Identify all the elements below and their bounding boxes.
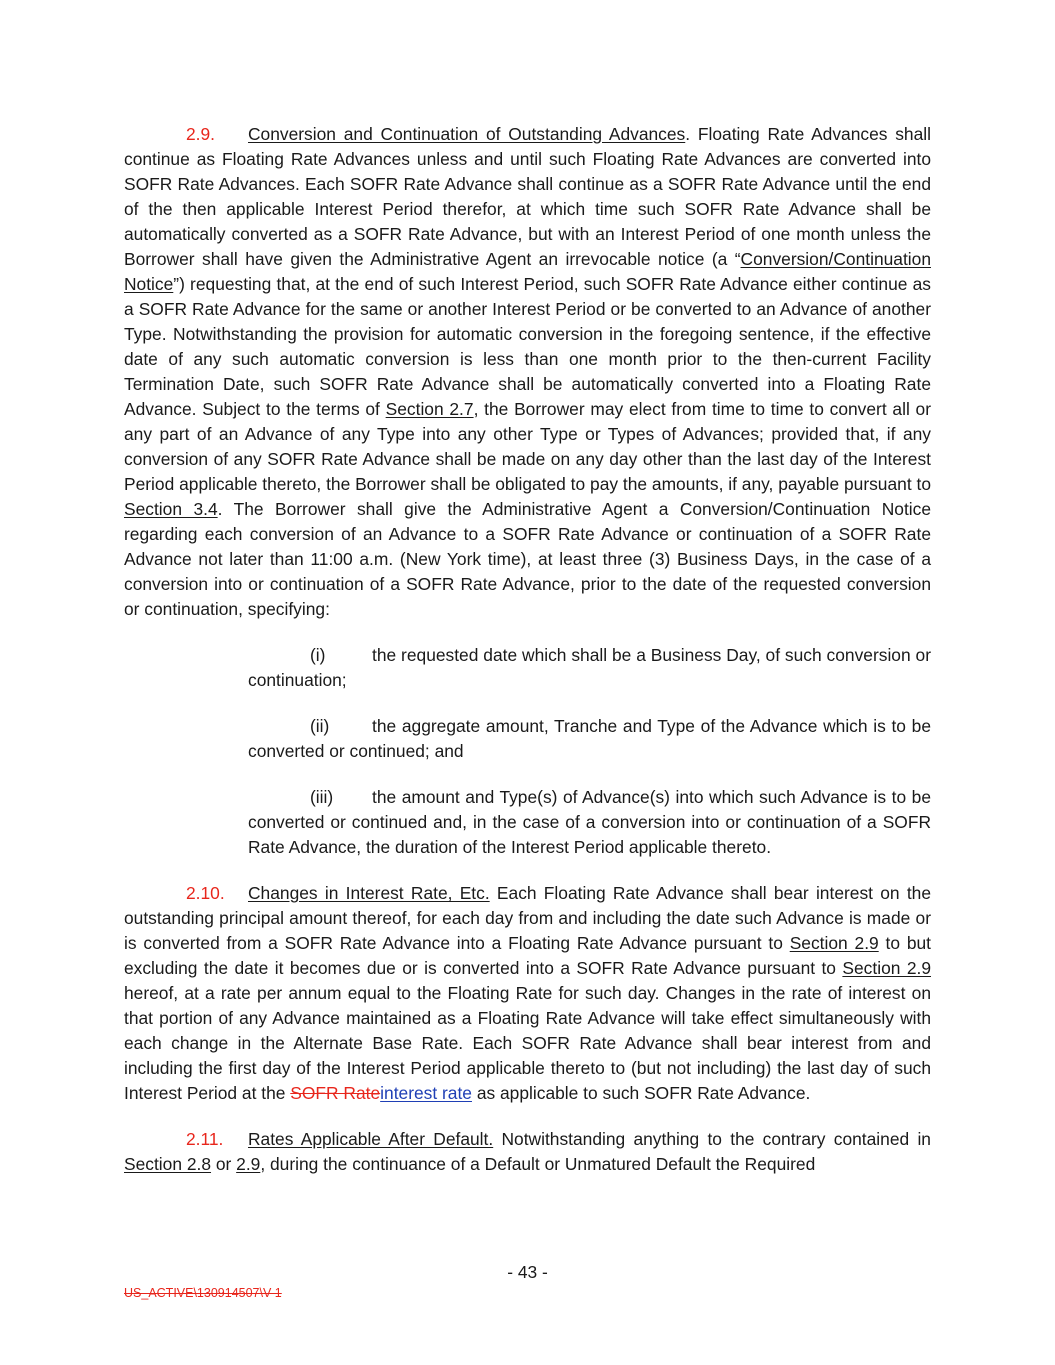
section-text: , during the continuance of a Default or Unmatured Default the Required xyxy=(260,1154,816,1174)
section-2-10 xyxy=(124,881,931,1106)
section-text: hereof, at a rate per annum equal to the Floating Rate for such day. Changes in the rate of interest on that portion of any Advance maintained as a Floating Rate Advance will take effect simultaneously with each change in the Alternate Base Rate. Each SOFR Rate Advance shall bear interest from and including the first day of the Interest Period applicable thereto to (but not including) the last day of such Interest Period at the xyxy=(124,983,931,1103)
section-2-11 xyxy=(124,1127,931,1177)
deleted-text: SOFR Rate xyxy=(290,1083,381,1103)
list-item-number: (i) xyxy=(310,645,326,665)
list-item-text: the amount and Type(s) of Advance(s) into which such Advance is to be converted or continued and, in the case of a conversion into or continuation of a SOFR Rate Advance, the duration of the Interest Period applicable thereto. xyxy=(248,787,931,857)
section-title: Rates Applicable After Default. xyxy=(248,1129,494,1149)
section-text: . Floating Rate Advances shall continue as Floating Rate Advances unless and until such Floating Rate Advances are converted into SOFR Rate Advances. Each SOFR Rate Advance shall continue as a SOFR Rate Advance until the end of the then applicable Interest Period therefor, at which time such SOFR Rate Advance shall be automatically converted as a SOFR Rate Advance, but with an Interest Period of one month unless the Borrower shall have given the Administrative Agent an irrevocable notice (a “ xyxy=(124,124,931,269)
cross-reference: Section 2.7 xyxy=(385,399,474,419)
section-number: 2.10. xyxy=(186,883,225,903)
section-text: Each Floating Rate Advance shall bear interest on the outstanding principal amount thereof, for each day from and including the date such Advance is made or is converted from a SOFR Rate Advance into a Floating Rate Advance pursuant to xyxy=(124,883,931,953)
page-number: - 43 - xyxy=(507,1262,548,1282)
cross-reference: Section 3.4 xyxy=(124,499,218,519)
list-item-text: the requested date which shall be a Business Day, of such conversion or continuation; xyxy=(248,645,931,690)
section-text: as applicable to such SOFR Rate Advance. xyxy=(471,1083,811,1103)
inserted-text: interest rate xyxy=(380,1083,472,1103)
list-item-text: the aggregate amount, Tranche and Type of the Advance which is to be converted or continued; and xyxy=(248,716,931,761)
section-text: , the Borrower may elect from time to time to convert all or any part of an Advance of any Type into any other Type or Types of Advances; provided that, if any conversion of any SOFR Rate Advance shall be made on any day other than the last day of the Interest Period applicable thereto, the Borrower shall be obligated to pay the amounts, if any, payable pursuant to xyxy=(124,399,932,494)
cross-reference: 2.9 xyxy=(236,1154,261,1174)
list-item-number: (ii) xyxy=(310,716,330,736)
section-text: to but excluding the date it becomes due or is converted into a SOFR Rate Advance pursuant to xyxy=(124,933,932,978)
cross-reference: Section 2.8 xyxy=(124,1154,212,1174)
list-item xyxy=(248,714,931,764)
cross-reference: Section 2.9 xyxy=(842,958,931,978)
section-text: Notwithstanding anything to the contrary contained in xyxy=(493,1129,931,1149)
list-item xyxy=(248,643,931,693)
section-text: . The Borrower shall give the Administrative Agent a Conversion/Continuation Notice regarding each conversion of an Advance to a SOFR Rate Advance or continuation of a SOFR Rate Advance not later than 11:00 a.m. (New York time), at least three (3) Business Days, in the case of a conversion into or continuation of a SOFR Rate Advance, prior to the date of the requested conversion or continuation, specifying: xyxy=(124,499,932,619)
document-id: US_ACTIVE\130914507\V-1 xyxy=(124,1286,282,1300)
section-text: or xyxy=(211,1154,237,1174)
section-title: Changes in Interest Rate, Etc. xyxy=(248,883,490,903)
section-title: Conversion and Continuation of Outstanding Advances xyxy=(248,124,686,144)
document-page xyxy=(124,122,931,1177)
cross-reference: Section 2.9 xyxy=(789,933,879,953)
section-text: ”) requesting that, at the end of such Interest Period, such SOFR Rate Advance either continue as a SOFR Rate Advance for the same or another Interest Period or be converted to an Advance of another Type. Notwithstanding the provision for automatic conversion in the foregoing sentence, if the effective date of any such automatic conversion is less than one month prior to the then-current Facility Termination Date, such SOFR Rate Advance shall be automatically converted into a Floating Rate Advance. Subject to the terms of xyxy=(124,274,931,419)
list-item-number: (iii) xyxy=(310,787,334,807)
section-number: 2.9. xyxy=(186,124,216,144)
section-number: 2.11. xyxy=(186,1129,224,1149)
list-item xyxy=(248,785,931,860)
section-2-9 xyxy=(124,122,931,622)
defined-term: Conversion/Continuation Notice xyxy=(124,249,931,294)
